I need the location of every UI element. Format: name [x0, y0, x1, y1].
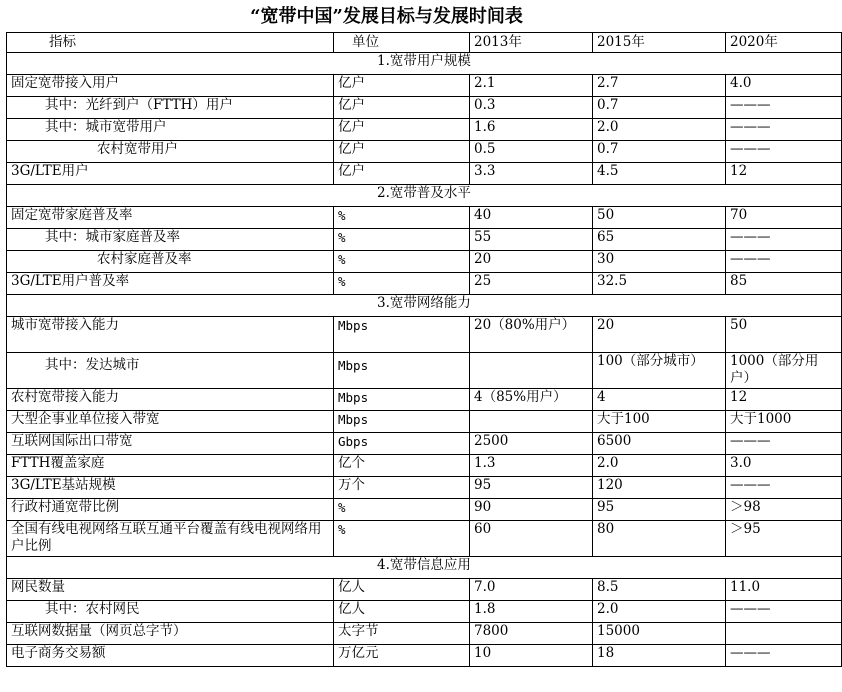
- cell-y2015: 2.0: [593, 455, 726, 477]
- table-row: [7, 273, 842, 295]
- cell-y2013: 10: [470, 645, 593, 667]
- cell-y2020: ———: [726, 229, 842, 251]
- cell-indicator: 其中：城市宽带用户: [7, 119, 334, 141]
- cell-indicator: 固定宽带接入用户: [7, 75, 334, 97]
- cell-y2020: ———: [726, 645, 842, 667]
- cell-y2015: 8.5: [593, 579, 726, 601]
- cell-y2013: 40: [470, 207, 593, 229]
- cell-unit: 亿人: [334, 579, 470, 601]
- cell-unit: %: [334, 229, 470, 251]
- cell-indicator: 3G/LTE用户: [7, 163, 334, 185]
- cell-unit: 亿个: [334, 455, 470, 477]
- table-row: [7, 521, 842, 557]
- section-title: 2.宽带普及水平: [7, 185, 842, 207]
- cell-y2013: 20（80%用户）: [470, 317, 593, 353]
- cell-unit: Mbps: [334, 389, 470, 411]
- cell-indicator: 其中：农村网民: [7, 601, 334, 623]
- table-row: [7, 623, 842, 645]
- cell-indicator: 其中：发达城市: [7, 353, 334, 389]
- cell-y2020: 12: [726, 389, 842, 411]
- cell-y2013: 1.6: [470, 119, 593, 141]
- header-row: [7, 33, 842, 53]
- table-row: [7, 433, 842, 455]
- cell-y2013: 3.3: [470, 163, 593, 185]
- cell-indicator: 农村宽带接入能力: [7, 389, 334, 411]
- cell-y2015: 大于100: [593, 411, 726, 433]
- cell-y2020: 70: [726, 207, 842, 229]
- cell-indicator: 网民数量: [7, 579, 334, 601]
- cell-y2020: 11.0: [726, 579, 842, 601]
- table-row: [7, 601, 842, 623]
- cell-indicator: 互联网数据量（网页总字节）: [7, 623, 334, 645]
- cell-y2013: [470, 411, 593, 433]
- cell-y2020: ———: [726, 251, 842, 273]
- cell-y2020: ———: [726, 433, 842, 455]
- cell-y2013: 1.8: [470, 601, 593, 623]
- cell-indicator: 大型企事业单位接入带宽: [7, 411, 334, 433]
- cell-unit: 亿户: [334, 75, 470, 97]
- cell-indicator: 农村家庭普及率: [7, 251, 334, 273]
- table-row: [7, 163, 842, 185]
- development-goals-table: [6, 32, 842, 667]
- cell-indicator: 城市宽带接入能力: [7, 317, 334, 353]
- cell-y2013: 1.3: [470, 455, 593, 477]
- cell-y2020: 大于1000: [726, 411, 842, 433]
- cell-y2020: ———: [726, 97, 842, 119]
- cell-y2015: 20: [593, 317, 726, 353]
- cell-y2015: 0.7: [593, 97, 726, 119]
- cell-unit: 亿户: [334, 141, 470, 163]
- cell-y2015: 80: [593, 521, 726, 557]
- header-2015: 2015年: [593, 33, 726, 53]
- cell-y2015: 4.5: [593, 163, 726, 185]
- cell-y2020: ———: [726, 141, 842, 163]
- cell-unit: %: [334, 273, 470, 295]
- section-title: 4.宽带信息应用: [7, 557, 842, 579]
- cell-y2020: ———: [726, 119, 842, 141]
- cell-y2015: 6500: [593, 433, 726, 455]
- cell-y2015: 30: [593, 251, 726, 273]
- cell-indicator: 3G/LTE基站规模: [7, 477, 334, 499]
- cell-y2020: 85: [726, 273, 842, 295]
- cell-unit: Mbps: [334, 317, 470, 353]
- cell-y2013: 7.0: [470, 579, 593, 601]
- cell-unit: Gbps: [334, 433, 470, 455]
- cell-unit: Mbps: [334, 353, 470, 389]
- cell-y2013: 0.3: [470, 97, 593, 119]
- cell-y2020: 4.0: [726, 75, 842, 97]
- cell-y2020: ＞98: [726, 499, 842, 521]
- table-row: [7, 97, 842, 119]
- cell-y2015: 100（部分城市）: [593, 353, 726, 389]
- table-body: [7, 33, 842, 667]
- table-row: [7, 207, 842, 229]
- cell-indicator: 其中：光纤到户（FTTH）用户: [7, 97, 334, 119]
- table-row: [7, 499, 842, 521]
- cell-y2015: 32.5: [593, 273, 726, 295]
- table-row: [7, 119, 842, 141]
- table-row: [7, 389, 842, 411]
- cell-y2013: 4（85%用户）: [470, 389, 593, 411]
- cell-y2013: 60: [470, 521, 593, 557]
- cell-unit: %: [334, 521, 470, 557]
- header-2020: 2020年: [726, 33, 842, 53]
- cell-indicator: FTTH覆盖家庭: [7, 455, 334, 477]
- cell-y2013: 2.1: [470, 75, 593, 97]
- section-row: [7, 295, 842, 317]
- cell-unit: 万个: [334, 477, 470, 499]
- cell-y2020: 50: [726, 317, 842, 353]
- cell-y2015: 2.0: [593, 601, 726, 623]
- cell-y2020: 12: [726, 163, 842, 185]
- table-row: [7, 353, 842, 389]
- cell-y2015: 2.0: [593, 119, 726, 141]
- cell-y2013: 0.5: [470, 141, 593, 163]
- cell-y2013: 95: [470, 477, 593, 499]
- cell-y2015: 65: [593, 229, 726, 251]
- header-unit: 单位: [334, 33, 470, 53]
- cell-y2020: [726, 623, 842, 645]
- cell-y2013: [470, 353, 593, 389]
- header-indicator: 指标: [7, 33, 334, 53]
- cell-indicator: 固定宽带家庭普及率: [7, 207, 334, 229]
- cell-y2015: 95: [593, 499, 726, 521]
- cell-unit: %: [334, 499, 470, 521]
- cell-y2015: 18: [593, 645, 726, 667]
- cell-y2013: 55: [470, 229, 593, 251]
- cell-y2020: ———: [726, 477, 842, 499]
- cell-y2020: ———: [726, 601, 842, 623]
- cell-unit: 亿户: [334, 163, 470, 185]
- cell-indicator: 3G/LTE用户普及率: [7, 273, 334, 295]
- table-row: [7, 645, 842, 667]
- cell-y2015: 4: [593, 389, 726, 411]
- table-row: [7, 317, 842, 353]
- cell-y2015: 50: [593, 207, 726, 229]
- table-row: [7, 75, 842, 97]
- table-row: [7, 229, 842, 251]
- cell-unit: 亿人: [334, 601, 470, 623]
- table-row: [7, 477, 842, 499]
- cell-y2015: 15000: [593, 623, 726, 645]
- cell-y2020: 1000（部分用户）: [726, 353, 842, 389]
- cell-unit: Mbps: [334, 411, 470, 433]
- cell-indicator: 电子商务交易额: [7, 645, 334, 667]
- cell-unit: 万亿元: [334, 645, 470, 667]
- cell-unit: %: [334, 207, 470, 229]
- cell-y2013: 90: [470, 499, 593, 521]
- section-row: [7, 557, 842, 579]
- cell-y2013: 25: [470, 273, 593, 295]
- cell-indicator: 农村宽带用户: [7, 141, 334, 163]
- cell-unit: %: [334, 251, 470, 273]
- cell-y2020: 3.0: [726, 455, 842, 477]
- cell-y2020: ＞95: [726, 521, 842, 557]
- cell-y2013: 2500: [470, 433, 593, 455]
- cell-unit: 亿户: [334, 97, 470, 119]
- cell-y2013: 7800: [470, 623, 593, 645]
- table-title: “宽带中国”发展目标与发展时间表: [250, 6, 523, 27]
- cell-y2015: 0.7: [593, 141, 726, 163]
- cell-unit: 太字节: [334, 623, 470, 645]
- header-2013: 2013年: [470, 33, 593, 53]
- table-row: [7, 579, 842, 601]
- cell-indicator: 互联网国际出口带宽: [7, 433, 334, 455]
- cell-y2013: 20: [470, 251, 593, 273]
- section-title: 3.宽带网络能力: [7, 295, 842, 317]
- table-row: [7, 141, 842, 163]
- cell-indicator: 行政村通宽带比例: [7, 499, 334, 521]
- table-row: [7, 455, 842, 477]
- section-row: [7, 53, 842, 75]
- cell-y2015: 120: [593, 477, 726, 499]
- section-row: [7, 185, 842, 207]
- cell-y2015: 2.7: [593, 75, 726, 97]
- cell-indicator: 全国有线电视网络互联互通平台覆盖有线电视网络用户比例: [7, 521, 334, 557]
- cell-indicator: 其中：城市家庭普及率: [7, 229, 334, 251]
- cell-unit: 亿户: [334, 119, 470, 141]
- section-title: 1.宽带用户规模: [7, 53, 842, 75]
- table-row: [7, 411, 842, 433]
- table-row: [7, 251, 842, 273]
